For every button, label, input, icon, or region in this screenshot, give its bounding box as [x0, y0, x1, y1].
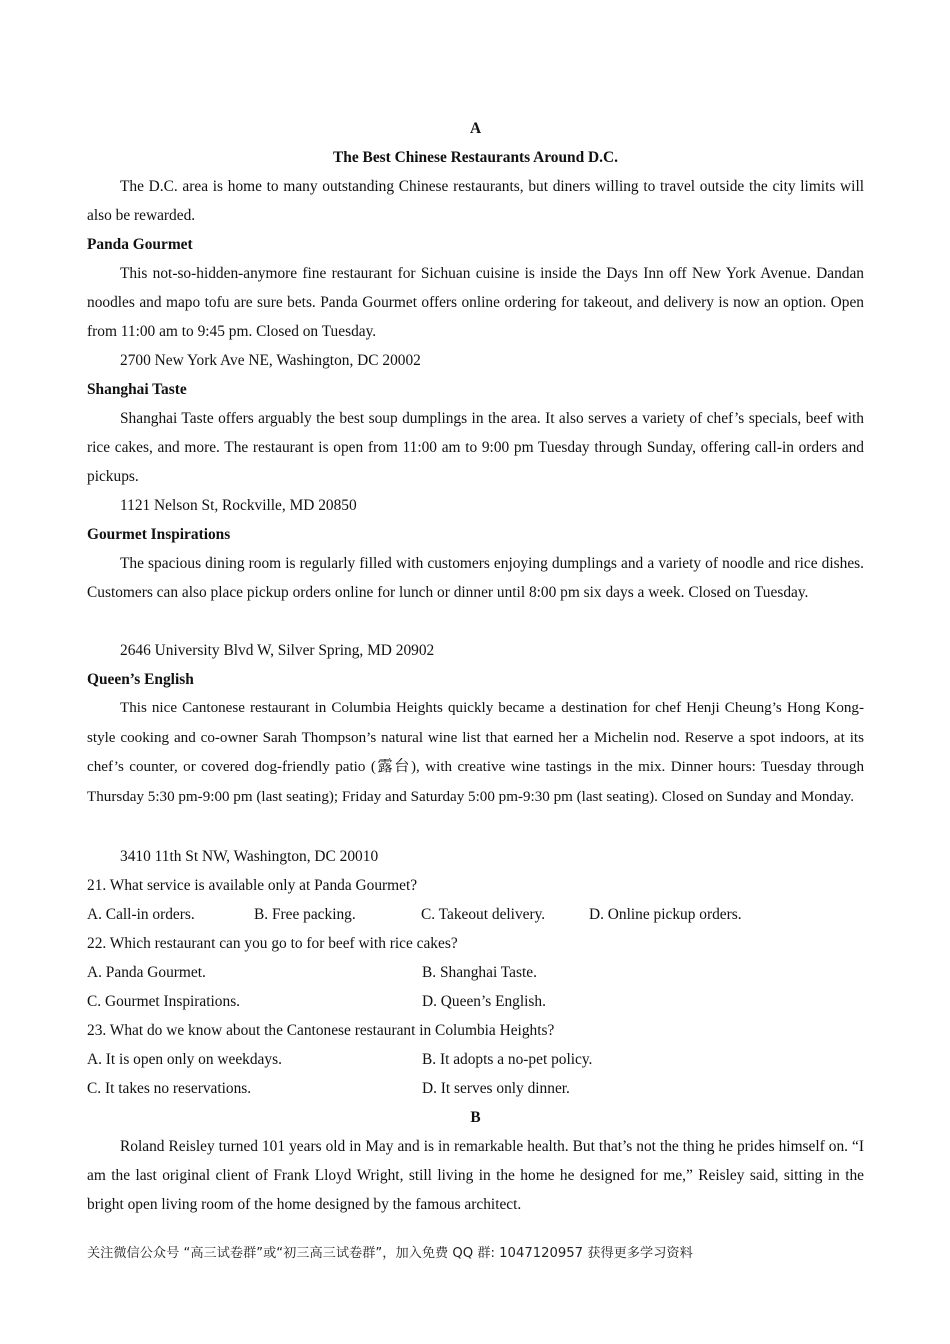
question-23-option-b: B. It adopts a no-pet policy. — [422, 1051, 593, 1068]
question-23-option-a: A. It is open only on weekdays. — [87, 1051, 282, 1068]
restaurant-name-gourmet-inspirations: Gourmet Inspirations — [87, 526, 231, 543]
question-22-options-row-2 — [87, 987, 864, 1016]
restaurant-address-shanghai-taste: 1121 Nelson St, Rockville, MD 20850 — [120, 497, 357, 514]
question-21-option-b: B. Free packing. — [254, 906, 356, 923]
question-22-option-c: C. Gourmet Inspirations. — [87, 993, 241, 1010]
question-22-option-a: A. Panda Gourmet. — [87, 964, 206, 981]
restaurant-name-panda-gourmet: Panda Gourmet — [87, 236, 193, 253]
question-21-option-c: C. Takeout delivery. — [421, 906, 546, 923]
restaurant-name-queens-english: Queen’s English — [87, 671, 194, 688]
question-21-options — [87, 900, 864, 929]
question-23-options-row-2 — [87, 1074, 864, 1103]
restaurant-address-queens-english: 3410 11th St NW, Washington, DC 20010 — [120, 848, 379, 865]
question-23-option-d: D. It serves only dinner. — [422, 1080, 570, 1097]
footer-promo: 关注微信公众号 “高三试卷群”或“初三高三试卷群”，加入免费 QQ 群: 1047120957 获得更多学习资料 — [87, 1246, 693, 1261]
passage-a-title: The Best Chinese Restaurants Around D.C. — [333, 149, 618, 166]
question-21-option-d: D. Online pickup orders. — [589, 906, 742, 923]
restaurant-address-gourmet-inspirations: 2646 University Blvd W, Silver Spring, MD 20902 — [120, 642, 435, 659]
question-22-options-row-1 — [87, 958, 864, 987]
question-22-stem: 22. Which restaurant can you go to for beef with rice cakes? — [87, 935, 458, 952]
restaurant-desc-panda-gourmet: This not-so-hidden-anymore fine restaurant for Sichuan cuisine is inside the Days Inn off New York Avenue. Dandan noodles and mapo tofu are sure bets. Panda Gourmet offers online ordering for takeout, and delivery is now an option. Open from 11:00 am to 9:45 pm. Closed on Tuesday. — [87, 265, 864, 340]
question-21-option-a: A. Call-in orders. — [87, 906, 195, 923]
question-22-option-b: B. Shanghai Taste. — [422, 964, 537, 981]
passage-b-text: Roland Reisley turned 101 years old in May and is in remarkable health. But that’s not the thing he prides himself on. “I am the last original client of Frank Lloyd Wright, still living in the home he designed for me,” Reisley said, sitting in the bright open living room of the home designed by the famous architect. — [87, 1138, 864, 1213]
restaurant-desc-queens-english: This nice Cantonese restaurant in Columbia Heights quickly became a destination for chef Henji Cheung’s Hong Kong-style cooking and co-owner Sarah Thompson’s natural wine list that earned her a Michelin nod. Reserve a spot indoors, at its chef’s counter, or covered dog-friendly patio (露台), with creative wine tastings in the mix. Dinner hours: Tuesday through Thursday 5:30 pm-9:00 pm (last seating); Friday and Saturday 5:00 pm-9:30 pm (last seating). Closed on Sunday and Monday. — [87, 700, 864, 805]
question-23-options-row-1 — [87, 1045, 864, 1074]
question-21-stem: 21. What service is available only at Panda Gourmet? — [87, 877, 418, 894]
question-23-stem: 23. What do we know about the Cantonese restaurant in Columbia Heights? — [87, 1022, 555, 1039]
question-23-option-c: C. It takes no reservations. — [87, 1080, 252, 1097]
restaurant-address-panda-gourmet: 2700 New York Ave NE, Washington, DC 20002 — [120, 352, 421, 369]
restaurant-name-shanghai-taste: Shanghai Taste — [87, 381, 187, 398]
passage-b-letter: B — [470, 1109, 481, 1126]
question-22-option-d: D. Queen’s English. — [422, 993, 546, 1010]
restaurant-desc-gourmet-inspirations: The spacious dining room is regularly filled with customers enjoying dumplings and a variety of noodle and rice dishes. Customers can also place pickup orders online for lunch or dinner until 8:00 pm six days a week. Closed on Tuesday. — [87, 555, 864, 601]
exam-page — [87, 114, 864, 1219]
restaurant-desc-shanghai-taste: Shanghai Taste offers arguably the best soup dumplings in the area. It also serves a variety of chef’s specials, beef with rice cakes, and more. The restaurant is open from 11:00 am to 9:00 pm Tuesday through Sunday, offering call-in orders and pickups. — [87, 410, 864, 485]
passage-a-intro: The D.C. area is home to many outstanding Chinese restaurants, but diners willing to travel outside the city limits will also be rewarded. — [87, 178, 864, 224]
passage-a-letter: A — [469, 120, 482, 137]
